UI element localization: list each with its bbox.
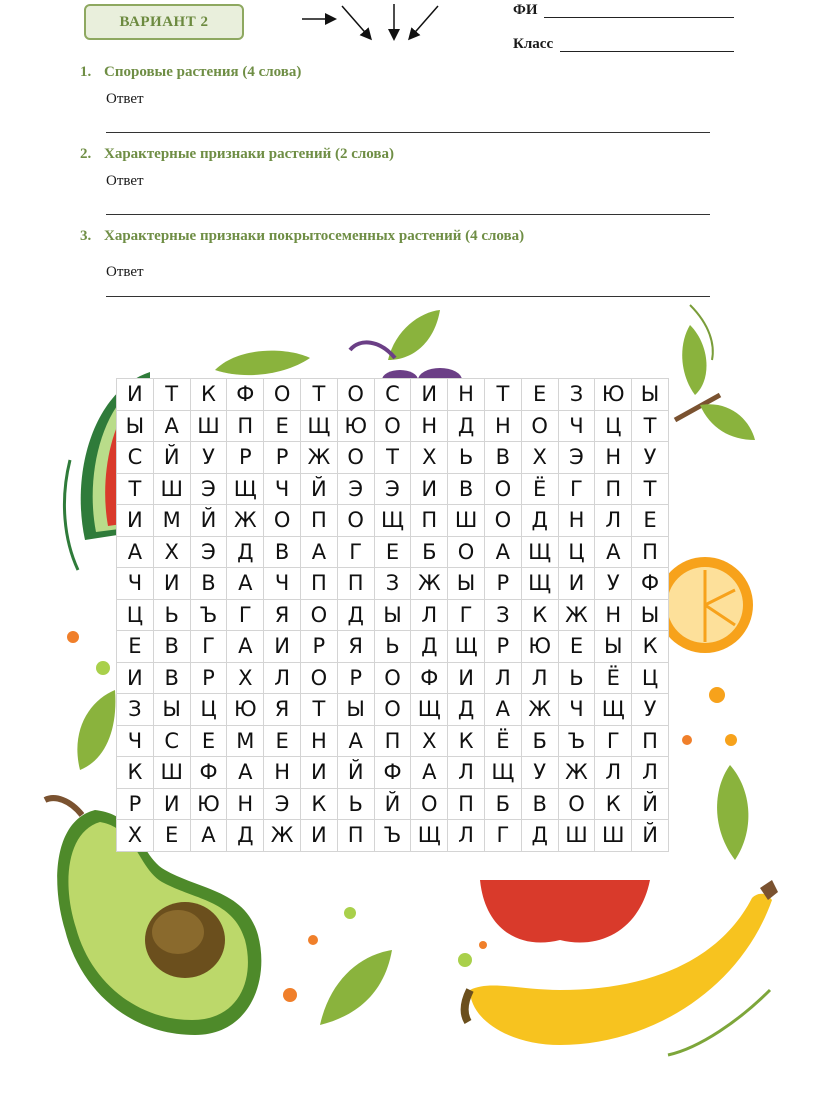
grid-cell[interactable]: П: [448, 788, 485, 820]
name-label: ФИ: [513, 2, 538, 18]
grid-cell[interactable]: З: [484, 599, 521, 631]
grid-cell[interactable]: Д: [337, 599, 374, 631]
grid-cell[interactable]: Ь: [374, 631, 411, 663]
dot-icon: [479, 941, 487, 949]
grid-cell[interactable]: Е: [117, 631, 154, 663]
grid-cell[interactable]: Ц: [632, 662, 669, 694]
grid-cell[interactable]: Щ: [484, 757, 521, 789]
grid-cell[interactable]: Ч: [117, 568, 154, 600]
name-input-line[interactable]: [544, 17, 734, 18]
grid-cell[interactable]: И: [117, 379, 154, 411]
grid-cell[interactable]: О: [300, 662, 337, 694]
grid-cell[interactable]: Н: [300, 725, 337, 757]
grid-cell[interactable]: Ъ: [558, 725, 595, 757]
answer-2-label: Ответ: [106, 173, 144, 189]
grid-cell[interactable]: И: [300, 757, 337, 789]
grid-cell[interactable]: Э: [190, 536, 227, 568]
grid-cell[interactable]: П: [374, 725, 411, 757]
grid-cell[interactable]: Щ: [521, 536, 558, 568]
grid-cell[interactable]: Ч: [117, 725, 154, 757]
grid-row: [117, 568, 669, 600]
grid-cell[interactable]: Е: [374, 536, 411, 568]
grid-row: [117, 725, 669, 757]
grid-row: [117, 410, 669, 442]
grid-cell[interactable]: К: [190, 379, 227, 411]
grid-cell[interactable]: Н: [558, 505, 595, 537]
grid-cell[interactable]: Т: [300, 379, 337, 411]
grid-cell[interactable]: Р: [117, 788, 154, 820]
grid-cell[interactable]: О: [300, 599, 337, 631]
grid-cell[interactable]: И: [300, 820, 337, 852]
grid-cell[interactable]: О: [264, 505, 301, 537]
grid-cell[interactable]: Л: [595, 505, 632, 537]
branch-icon: [675, 305, 755, 440]
grid-cell[interactable]: К: [595, 788, 632, 820]
grid-cell[interactable]: А: [117, 536, 154, 568]
grid-cell[interactable]: Ч: [264, 568, 301, 600]
grid-cell[interactable]: Т: [117, 473, 154, 505]
arrow-down-right-icon: [342, 6, 370, 38]
grid-cell[interactable]: Ю: [595, 379, 632, 411]
grid-cell[interactable]: Л: [521, 662, 558, 694]
grid-cell[interactable]: К: [117, 757, 154, 789]
grid-cell[interactable]: Ш: [595, 820, 632, 852]
grid-cell[interactable]: Я: [264, 694, 301, 726]
grid-row: [117, 820, 669, 852]
grid-cell[interactable]: Л: [448, 820, 485, 852]
grid-cell[interactable]: Й: [374, 788, 411, 820]
grid-cell[interactable]: В: [484, 442, 521, 474]
grid-cell[interactable]: У: [632, 442, 669, 474]
question-1-text: Споровые растения (4 слова): [104, 64, 302, 80]
grid-cell[interactable]: У: [521, 757, 558, 789]
grid-cell[interactable]: П: [632, 725, 669, 757]
grid-cell[interactable]: Ш: [558, 820, 595, 852]
grid-cell[interactable]: О: [374, 662, 411, 694]
answer-3-line[interactable]: [106, 296, 710, 297]
grid-cell[interactable]: Щ: [374, 505, 411, 537]
grid-cell[interactable]: Р: [300, 631, 337, 663]
grid-cell[interactable]: М: [227, 725, 264, 757]
grid-cell[interactable]: Щ: [595, 694, 632, 726]
grid-cell[interactable]: С: [374, 379, 411, 411]
grid-cell[interactable]: А: [227, 568, 264, 600]
grid-cell[interactable]: А: [227, 757, 264, 789]
grid-cell[interactable]: Й: [300, 473, 337, 505]
variant-badge: ВАРИАНТ 2: [84, 4, 244, 40]
grid-cell[interactable]: О: [484, 505, 521, 537]
grid-cell[interactable]: Д: [411, 631, 448, 663]
grid-cell[interactable]: Е: [264, 725, 301, 757]
grid-cell[interactable]: В: [448, 473, 485, 505]
grid-cell[interactable]: Ж: [300, 442, 337, 474]
grid-cell[interactable]: Е: [153, 820, 190, 852]
grid-cell[interactable]: Г: [190, 631, 227, 663]
dot-icon: [67, 631, 79, 643]
grid-cell[interactable]: О: [264, 379, 301, 411]
grid-cell[interactable]: Ц: [117, 599, 154, 631]
answer-1-label: Ответ: [106, 91, 144, 107]
grid-row: [117, 788, 669, 820]
grid-cell[interactable]: А: [484, 536, 521, 568]
grid-cell[interactable]: С: [153, 725, 190, 757]
grid-cell[interactable]: П: [411, 505, 448, 537]
grid-cell[interactable]: Щ: [300, 410, 337, 442]
grid-cell[interactable]: Ю: [337, 410, 374, 442]
grid-row: [117, 599, 669, 631]
grid-cell[interactable]: Н: [227, 788, 264, 820]
grid-cell[interactable]: Ё: [484, 725, 521, 757]
grid-cell[interactable]: О: [337, 442, 374, 474]
grid-cell[interactable]: А: [153, 410, 190, 442]
grid-cell[interactable]: Л: [411, 599, 448, 631]
grid-cell[interactable]: Н: [484, 410, 521, 442]
grid-cell[interactable]: Ж: [521, 694, 558, 726]
grid-cell[interactable]: И: [558, 568, 595, 600]
grid-cell[interactable]: Е: [264, 410, 301, 442]
grid-cell[interactable]: Д: [448, 410, 485, 442]
grid-cell[interactable]: Ф: [374, 757, 411, 789]
grid-cell[interactable]: Т: [153, 379, 190, 411]
grid-cell[interactable]: Ж: [558, 599, 595, 631]
grid-cell[interactable]: М: [153, 505, 190, 537]
grid-cell[interactable]: Р: [264, 442, 301, 474]
grid-cell[interactable]: А: [484, 694, 521, 726]
grid-cell[interactable]: Ь: [337, 788, 374, 820]
grid-cell[interactable]: Б: [484, 788, 521, 820]
grid-cell[interactable]: К: [521, 599, 558, 631]
grid-cell[interactable]: З: [374, 568, 411, 600]
grid-cell[interactable]: Н: [595, 442, 632, 474]
grid-cell[interactable]: Е: [632, 505, 669, 537]
grid-cell[interactable]: Ш: [153, 757, 190, 789]
grid-cell[interactable]: Р: [337, 662, 374, 694]
grid-cell[interactable]: Т: [632, 473, 669, 505]
grid-cell[interactable]: А: [190, 820, 227, 852]
grid-cell[interactable]: Е: [521, 379, 558, 411]
grid-cell[interactable]: Щ: [411, 694, 448, 726]
grid-cell[interactable]: Р: [227, 442, 264, 474]
grid-cell[interactable]: Щ: [521, 568, 558, 600]
grid-cell[interactable]: О: [558, 788, 595, 820]
grid-cell[interactable]: В: [264, 536, 301, 568]
grid-cell[interactable]: Щ: [227, 473, 264, 505]
grid-cell[interactable]: Д: [448, 694, 485, 726]
grid-cell[interactable]: Д: [521, 820, 558, 852]
grid-cell[interactable]: В: [153, 631, 190, 663]
leaf-icon: [320, 950, 392, 1025]
grid-cell[interactable]: Ы: [448, 568, 485, 600]
grid-cell[interactable]: Т: [484, 379, 521, 411]
grid-row: [117, 442, 669, 474]
grid-cell[interactable]: В: [153, 662, 190, 694]
grid-cell[interactable]: Ы: [632, 379, 669, 411]
grid-cell[interactable]: Е: [558, 631, 595, 663]
grid-cell[interactable]: Ш: [190, 410, 227, 442]
grid-cell[interactable]: В: [190, 568, 227, 600]
grid-cell[interactable]: К: [448, 725, 485, 757]
grid-cell[interactable]: Х: [153, 536, 190, 568]
grid-cell[interactable]: Ч: [558, 694, 595, 726]
grid-cell[interactable]: Я: [337, 631, 374, 663]
grid-cell[interactable]: О: [411, 788, 448, 820]
grid-cell[interactable]: Т: [374, 442, 411, 474]
grid-cell[interactable]: У: [190, 442, 227, 474]
grid-cell[interactable]: К: [300, 788, 337, 820]
question-3-number: 3.: [80, 228, 92, 244]
grid-cell[interactable]: Г: [558, 473, 595, 505]
grid-cell[interactable]: Ы: [117, 410, 154, 442]
question-2-text: Характерные признаки растений (2 слова): [104, 146, 395, 162]
grid-cell[interactable]: Й: [190, 505, 227, 537]
grid-cell[interactable]: А: [595, 536, 632, 568]
grid-cell[interactable]: И: [153, 568, 190, 600]
grid-cell[interactable]: А: [411, 757, 448, 789]
grid-cell[interactable]: О: [484, 473, 521, 505]
grid-cell[interactable]: Т: [632, 410, 669, 442]
grid-cell[interactable]: Ч: [558, 410, 595, 442]
grid-cell[interactable]: Й: [632, 788, 669, 820]
grid-cell[interactable]: Б: [521, 725, 558, 757]
grid-cell[interactable]: Щ: [448, 631, 485, 663]
grid-cell[interactable]: Х: [521, 442, 558, 474]
grid-cell[interactable]: Х: [411, 442, 448, 474]
grid-cell[interactable]: Т: [300, 694, 337, 726]
grid-cell[interactable]: Ы: [374, 599, 411, 631]
grid-cell[interactable]: В: [521, 788, 558, 820]
grid-cell[interactable]: Й: [153, 442, 190, 474]
class-label: Класс: [513, 36, 554, 52]
question-2: [80, 146, 394, 163]
grid-cell[interactable]: П: [337, 820, 374, 852]
grid-cell[interactable]: Ы: [153, 694, 190, 726]
grid-cell[interactable]: Ё: [521, 473, 558, 505]
word-search-grid: [116, 378, 669, 852]
grid-cell[interactable]: Е: [190, 725, 227, 757]
answer-2-line[interactable]: [106, 214, 710, 215]
grid-cell[interactable]: Г: [448, 599, 485, 631]
grid-cell[interactable]: Х: [117, 820, 154, 852]
grid-cell[interactable]: У: [632, 694, 669, 726]
grid-cell[interactable]: Й: [632, 820, 669, 852]
grid-cell[interactable]: Я: [264, 599, 301, 631]
grid-cell[interactable]: Н: [411, 410, 448, 442]
direction-arrows-icon: [298, 0, 448, 46]
grid-cell[interactable]: Ш: [448, 505, 485, 537]
question-1-number: 1.: [80, 64, 92, 80]
dot-icon: [725, 734, 737, 746]
grid-cell[interactable]: И: [264, 631, 301, 663]
grid-cell[interactable]: Д: [521, 505, 558, 537]
grid-cell[interactable]: О: [374, 410, 411, 442]
grid-cell[interactable]: Л: [632, 757, 669, 789]
question-2-number: 2.: [80, 146, 92, 162]
grid-cell[interactable]: С: [117, 442, 154, 474]
grid-cell[interactable]: П: [595, 473, 632, 505]
grid-cell[interactable]: О: [337, 379, 374, 411]
grid-cell[interactable]: А: [337, 725, 374, 757]
grid-cell[interactable]: И: [411, 379, 448, 411]
apple-icon: [480, 880, 650, 943]
question-1: [80, 64, 301, 81]
grid-cell[interactable]: З: [117, 694, 154, 726]
grid-cell[interactable]: Ю: [521, 631, 558, 663]
question-3-text: Характерные признаки покрытосеменных растений (4 слова): [104, 228, 525, 244]
grid-cell[interactable]: Э: [558, 442, 595, 474]
grid-cell[interactable]: А: [227, 631, 264, 663]
grid-cell[interactable]: Э: [374, 473, 411, 505]
grid-cell[interactable]: К: [632, 631, 669, 663]
grid-cell[interactable]: Ф: [411, 662, 448, 694]
dot-icon: [283, 988, 297, 1002]
grid-cell[interactable]: Ы: [632, 599, 669, 631]
grid-cell[interactable]: Ь: [153, 599, 190, 631]
grid-cell[interactable]: О: [337, 505, 374, 537]
dot-icon: [709, 687, 725, 703]
arrow-down-left-icon: [410, 6, 438, 38]
grid-cell[interactable]: Р: [484, 631, 521, 663]
grid-cell[interactable]: Ж: [558, 757, 595, 789]
grid-cell[interactable]: Ю: [190, 788, 227, 820]
grid-cell[interactable]: Ж: [411, 568, 448, 600]
dot-icon: [308, 935, 318, 945]
grid-cell[interactable]: Б: [411, 536, 448, 568]
grid-row: [117, 662, 669, 694]
grid-cell[interactable]: Э: [337, 473, 374, 505]
grid-cell[interactable]: И: [117, 505, 154, 537]
grid-cell[interactable]: О: [521, 410, 558, 442]
grid-cell[interactable]: И: [448, 662, 485, 694]
grid-cell[interactable]: П: [300, 568, 337, 600]
grid-row: [117, 379, 669, 411]
grid-cell[interactable]: Ю: [227, 694, 264, 726]
grid-cell[interactable]: Э: [264, 788, 301, 820]
grid-cell[interactable]: У: [595, 568, 632, 600]
grid-cell[interactable]: П: [632, 536, 669, 568]
grid-cell[interactable]: П: [337, 568, 374, 600]
grid-cell[interactable]: И: [117, 662, 154, 694]
dot-icon: [458, 953, 472, 967]
grid-cell[interactable]: П: [300, 505, 337, 537]
grid-cell[interactable]: Ш: [153, 473, 190, 505]
grid-cell[interactable]: Н: [595, 599, 632, 631]
grid-cell[interactable]: Н: [264, 757, 301, 789]
grid-cell[interactable]: Д: [227, 536, 264, 568]
grid-cell[interactable]: И: [153, 788, 190, 820]
grid-cell[interactable]: Э: [190, 473, 227, 505]
grid-cell[interactable]: Ф: [190, 757, 227, 789]
grid-cell[interactable]: Ф: [632, 568, 669, 600]
grid-cell[interactable]: Л: [484, 662, 521, 694]
grid-cell[interactable]: Л: [264, 662, 301, 694]
grid-row: [117, 757, 669, 789]
grid-cell[interactable]: И: [411, 473, 448, 505]
grid-cell[interactable]: Ц: [190, 694, 227, 726]
grid-cell[interactable]: Ъ: [190, 599, 227, 631]
grid-cell[interactable]: Х: [411, 725, 448, 757]
grid-cell[interactable]: О: [448, 536, 485, 568]
grid-cell[interactable]: О: [374, 694, 411, 726]
grid-cell[interactable]: П: [227, 410, 264, 442]
answer-1-line[interactable]: [106, 132, 710, 133]
grid-cell[interactable]: Н: [448, 379, 485, 411]
grid-row: [117, 505, 669, 537]
leaf-icon: [717, 765, 748, 860]
grid-cell[interactable]: Ъ: [374, 820, 411, 852]
grid-row: [117, 694, 669, 726]
grid-cell[interactable]: Л: [595, 757, 632, 789]
grid-row: [117, 473, 669, 505]
grid-cell[interactable]: А: [300, 536, 337, 568]
grid-cell[interactable]: Щ: [411, 820, 448, 852]
class-input-line[interactable]: [560, 51, 734, 52]
question-3: [80, 228, 524, 245]
grid-cell[interactable]: Р: [484, 568, 521, 600]
grid-row: [117, 631, 669, 663]
grid-cell[interactable]: Г: [337, 536, 374, 568]
grid-cell[interactable]: Ь: [558, 662, 595, 694]
grid-cell[interactable]: Г: [484, 820, 521, 852]
grid-cell[interactable]: Р: [190, 662, 227, 694]
orange-slice-icon: [657, 557, 753, 653]
grid-cell[interactable]: Ж: [227, 505, 264, 537]
grid-cell[interactable]: Ч: [264, 473, 301, 505]
grid-cell[interactable]: Ы: [595, 631, 632, 663]
grid-row: [117, 536, 669, 568]
dot-icon: [96, 661, 110, 675]
leaf-icon: [77, 690, 115, 770]
grid-cell[interactable]: Й: [337, 757, 374, 789]
grid-cell[interactable]: Ё: [595, 662, 632, 694]
dot-icon: [344, 907, 356, 919]
grid-cell[interactable]: Д: [227, 820, 264, 852]
grid-cell[interactable]: Ы: [337, 694, 374, 726]
grid-cell[interactable]: Ь: [448, 442, 485, 474]
grid-cell[interactable]: Ф: [227, 379, 264, 411]
grid-cell[interactable]: Ж: [264, 820, 301, 852]
grid-cell[interactable]: Ц: [558, 536, 595, 568]
grid-cell[interactable]: Х: [227, 662, 264, 694]
grid-cell[interactable]: З: [558, 379, 595, 411]
grid-cell[interactable]: Л: [448, 757, 485, 789]
answer-3-label: Ответ: [106, 264, 144, 280]
dot-icon: [682, 735, 692, 745]
grid-cell[interactable]: Г: [595, 725, 632, 757]
grid-cell[interactable]: Ц: [595, 410, 632, 442]
grid-cell[interactable]: Г: [227, 599, 264, 631]
